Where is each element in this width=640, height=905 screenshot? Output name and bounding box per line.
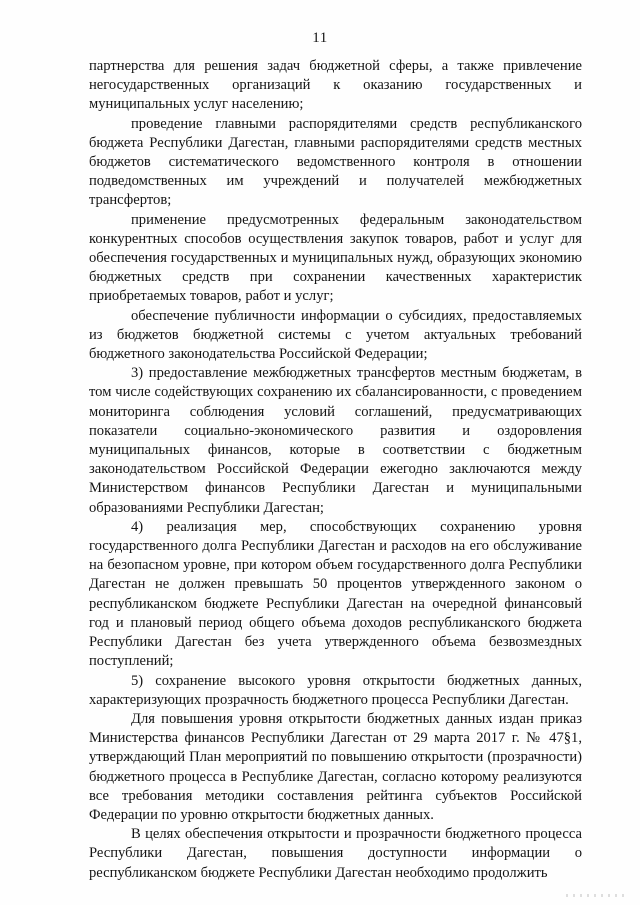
scan-artifact: [566, 894, 626, 897]
paragraph-transparency-goals: В целях обеспечения открытости и прозрачности бюджетного процесса Республики Дагестан, повышения доступности информации о республиканском бюджете Республики Дагестан необходимо продолжить: [89, 826, 582, 881]
paragraph-item-4-state-debt: 4) реализация мер, способствующих сохранению уровня государственного долга Республики Дагестан и расходов на его обслуживание на безопасном уровне, при котором объем государственного долга Республики Дагестан не должен превышать 50 процентов утвержденного законом о республиканском бюджете Республики Дагестан на очередной финансовый год и плановый период общего объема доходов республиканского бюджета Республики Дагестан без учета утвержденного объема безвозмездных поступлений;: [89, 518, 582, 670]
paragraph-subsidy-publicity: обеспечение публичности информации о субсидиях, предоставляемых из бюджетов бюджетной системы с учетом актуальных требований бюджетного законодательства Российской Федерации;: [89, 307, 582, 363]
paragraph-partnership-continuation: партнерства для решения задач бюджетной сферы, а также привлечение негосударственных организаций к оказанию государственных и муниципальных услуг населению;: [89, 58, 582, 113]
page-number: 11: [312, 30, 328, 46]
paragraph-item-5-budget-openness: 5) сохранение высокого уровня открытости бюджетных данных, характеризующих прозрачность бюджетного процесса Республики Дагестан.: [89, 672, 582, 708]
paragraph-departmental-control: проведение главными распорядителями средств республиканского бюджета Республики Дагестан, главными распорядителями средств местных бюджетов систематического ведомственного контроля в отношении подведомственных им учреждений и получателей межбюджетных трансфертов;: [89, 115, 582, 209]
paragraph-procurement: применение предусмотренных федеральным законодательством конкурентных способов осуществления закупок товаров, работ и услуг для обеспечения государственных и муниципальных нужд, образующих экономию бюджетных средств при сохранении качественных характеристик приобретаемых товаров, работ и услуг;: [89, 211, 582, 305]
document-body: [89, 57, 582, 883]
paragraph-ministry-order: Для повышения уровня открытости бюджетных данных издан приказ Министерства финансов Республики Дагестан от 29 марта 2017 г. № 47§1, утверждающий План мероприятий по повышению открытости (прозрачности) бюджетного процесса в Республике Дагестан, согласно которому реализуются все требования методики составления рейтинга субъектов Российской Федерации по уровню открытости бюджетных данных.: [89, 710, 582, 823]
paragraph-item-3-interbudget-transfers: 3) предоставление межбюджетных трансфертов местным бюджетам, в том числе содействующих сохранению их сбалансированности, с проведением мониторинга соблюдения условий соглашений, предусматривающих показатели социально-экономического развития и оздоровления муниципальных финансов, которые в соответствии с бюджетным законодательством Российской Федерации ежегодно заключаются между Министерством финансов Республики Дагестан и муниципальными образованиями Республики Дагестан;: [89, 365, 582, 516]
